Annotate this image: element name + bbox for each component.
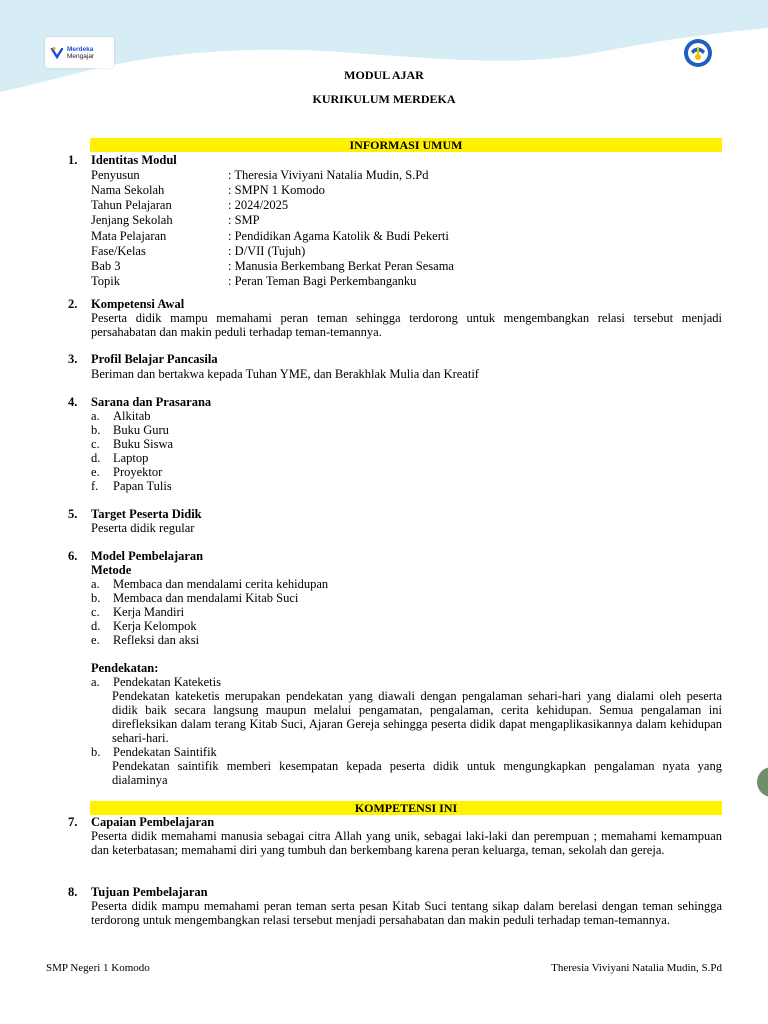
list-marker: a. xyxy=(91,409,100,423)
pendekatan-saintifik-title: Pendekatan Saintifik xyxy=(113,745,217,759)
label-fase-kelas: Fase/Kelas xyxy=(91,244,146,258)
s6-number: 6. xyxy=(68,549,78,563)
s5-text: Peserta didik regular xyxy=(91,521,195,535)
value-jenjang-sekolah: : SMP xyxy=(228,213,260,227)
label-mata-pelajaran: Mata Pelajaran xyxy=(91,229,167,243)
list-marker: c. xyxy=(91,437,100,451)
list-item: Alkitab xyxy=(113,409,151,423)
s6-subheading: Metode xyxy=(91,563,132,577)
s1-heading: Identitas Modul xyxy=(91,153,177,167)
section-kompetensi-ini: KOMPETENSI INI xyxy=(90,801,722,815)
pendekatan-kateketis-text: Pendekatan kateketis merupakan pendekatan yang diawali dengan pengalaman sehari-hari yang dialami oleh peserta didik baik secara langsung maupun melalui pengamatan, pengalaman, cerita kehidupan. Semua pengalaman ini direfleksikan dalam terang Kitab Suci, Ajaran Gereja sehingga peserta didik dapat mengaplikasikannya dalam kehidupan sehari-hari. xyxy=(112,689,722,745)
header-wave xyxy=(0,0,768,100)
s5-number: 5. xyxy=(68,507,78,521)
list-item: Kerja Mandiri xyxy=(113,605,185,619)
pendekatan-kateketis-title: Pendekatan Kateketis xyxy=(113,675,221,689)
s6-heading: Model Pembelajaran xyxy=(91,549,204,563)
list-marker: e. xyxy=(91,465,100,479)
s3-heading: Profil Belajar Pancasila xyxy=(91,352,218,366)
s8-text: Peserta didik mampu memahami peran teman serta pesan Kitab Suci tentang sikap dalam berelasi dengan teman sehingga terdorong untuk mengembangkan relasi tersebut menjadi persahabatan dan makin peduli terhadap teman-temannya. xyxy=(91,899,722,927)
list-marker: e. xyxy=(91,633,100,647)
side-decoration xyxy=(757,767,768,797)
s2-number: 2. xyxy=(68,297,78,311)
label-penyusun: Penyusun xyxy=(91,168,140,182)
doc-subtitle: KURIKULUM MERDEKA xyxy=(312,92,456,106)
merdeka-mengajar-logo xyxy=(45,37,114,68)
doc-title: MODUL AJAR xyxy=(344,68,424,82)
list-marker: d. xyxy=(91,619,101,633)
label-jenjang-sekolah: Jenjang Sekolah xyxy=(91,213,173,227)
footer-author: Theresia Viviyani Natalia Mudin, S.Pd xyxy=(551,962,722,974)
list-item: Membaca dan mendalami cerita kehidupan xyxy=(113,577,329,591)
list-marker: a. xyxy=(91,675,100,689)
list-marker: c. xyxy=(91,605,100,619)
list-marker: f. xyxy=(91,479,99,493)
label-bab: Bab 3 xyxy=(91,259,121,273)
list-marker: b. xyxy=(91,423,101,437)
list-item: Buku Guru xyxy=(113,423,169,437)
list-item: Membaca dan mendalami Kitab Suci xyxy=(113,591,299,605)
s1-number: 1. xyxy=(68,153,78,167)
s7-heading: Capaian Pembelajaran xyxy=(91,815,215,829)
value-penyusun: : Theresia Viviyani Natalia Mudin, S.Pd xyxy=(228,168,429,182)
value-tahun-pelajaran: : 2024/2025 xyxy=(228,198,289,212)
pendekatan-saintifik-text: Pendekatan saintifik memberi kesempatan kepada peserta didik untuk mengungkapkan pengalaman nyata yang dialaminya xyxy=(112,759,722,787)
s7-number: 7. xyxy=(68,815,78,829)
label-nama-sekolah: Nama Sekolah xyxy=(91,183,165,197)
list-item: Kerja Kelompok xyxy=(113,619,197,633)
list-marker: a. xyxy=(91,577,100,591)
label-topik: Topik xyxy=(91,274,120,288)
merdeka-logo-icon xyxy=(50,46,64,60)
list-marker: b. xyxy=(91,745,101,759)
s2-text: Peserta didik mampu memahami peran teman sehingga terdorong untuk mengembangkan relasi tersebut menjadi persahabatan dan makin peduli terhadap teman-temannya. xyxy=(91,311,722,339)
list-item: Refleksi dan aksi xyxy=(113,633,200,647)
s3-text: Beriman dan bertakwa kepada Tuhan YME, dan Berakhlak Mulia dan Kreatif xyxy=(91,367,479,381)
value-mata-pelajaran: : Pendidikan Agama Katolik & Budi Pekerti xyxy=(228,229,449,243)
s8-heading: Tujuan Pembelajaran xyxy=(91,885,208,899)
logo-text-2: Mengajar xyxy=(67,52,95,60)
list-item: Papan Tulis xyxy=(113,479,172,493)
value-nama-sekolah: : SMPN 1 Komodo xyxy=(228,183,325,197)
s7-text: Peserta didik memahami manusia sebagai citra Allah yang unik, sebagai laki-laki dan perempuan ; memahami kemampuan dan keterbatasan; memahami diri yang tumbuh dan berkembang karena peran keluarga, teman, sekolah dan gereja. xyxy=(91,829,722,857)
s4-heading: Sarana dan Prasarana xyxy=(91,395,212,409)
logo-text-1: Merdeka xyxy=(67,45,94,53)
list-item: Laptop xyxy=(113,451,149,465)
pendekatan-heading: Pendekatan: xyxy=(91,661,159,675)
s2-heading: Kompetensi Awal xyxy=(91,297,185,311)
footer-school: SMP Negeri 1 Komodo xyxy=(46,962,150,974)
value-bab: : Manusia Berkembang Berkat Peran Sesama xyxy=(228,259,454,273)
s5-heading: Target Peserta Didik xyxy=(91,507,202,521)
value-topik: : Peran Teman Bagi Perkembanganku xyxy=(228,274,417,288)
tut-wuri-handayani-logo xyxy=(683,38,713,68)
list-marker: d. xyxy=(91,451,101,465)
s3-number: 3. xyxy=(68,352,78,366)
value-fase-kelas: : D/VII (Tujuh) xyxy=(228,244,306,258)
label-tahun-pelajaran: Tahun Pelajaran xyxy=(91,198,172,212)
s4-number: 4. xyxy=(68,395,78,409)
list-item: Proyektor xyxy=(113,465,163,479)
list-item: Buku Siswa xyxy=(113,437,174,451)
list-marker: b. xyxy=(91,591,101,605)
s8-number: 8. xyxy=(68,885,78,899)
section-informasi-umum: INFORMASI UMUM xyxy=(90,138,722,152)
header-band xyxy=(0,0,768,100)
